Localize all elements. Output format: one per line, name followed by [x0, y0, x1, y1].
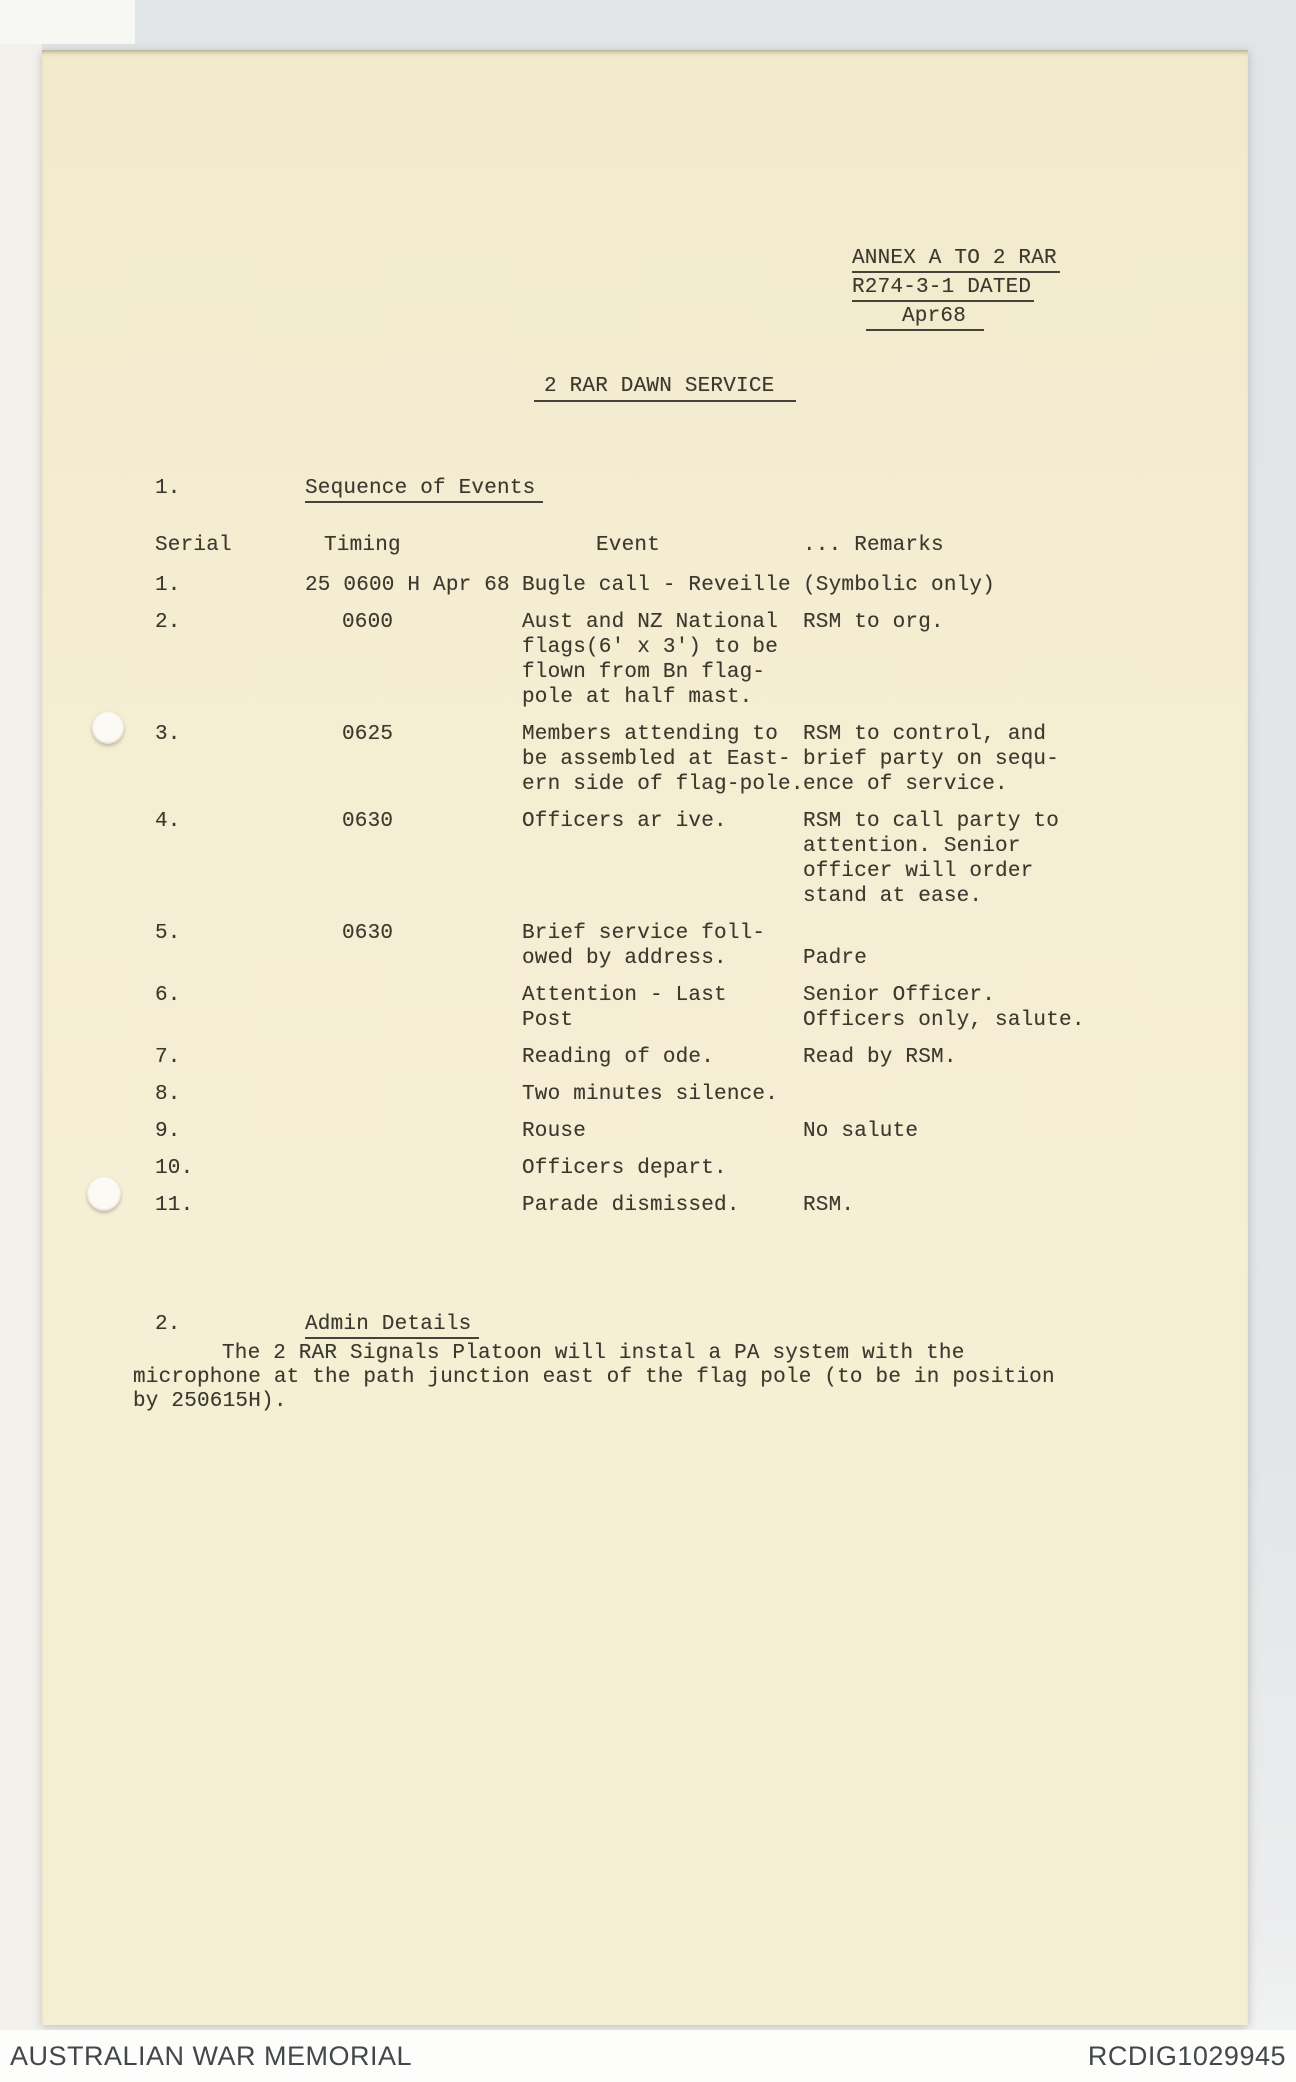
table-row [155, 1082, 1215, 1107]
timing-cell [305, 1045, 522, 1070]
remarks-cell [803, 1156, 1215, 1181]
remarks-cell: RSM to org. [803, 611, 944, 634]
timing-cell [305, 1156, 522, 1181]
scan-background-corner [0, 0, 135, 44]
event-cell: Two minutes silence. [522, 1083, 779, 1106]
table-row [155, 573, 1215, 598]
event-cell: Officers depart. [522, 1157, 727, 1180]
serial-cell: 7. [155, 1046, 181, 1069]
remarks-cell: (Symbolic only) [803, 574, 996, 597]
table-row [155, 809, 1215, 909]
archive-name-label: AUSTRALIAN WAR MEMORIAL [10, 2040, 413, 2071]
event-cell: Aust and NZ National flags(6' x 3') to be flown from Bn flag- pole at half mast. [522, 611, 779, 709]
serial-cell: 2. [155, 611, 181, 634]
table-header-row [155, 533, 1215, 558]
remarks-cell: RSM to control, and brief party on sequ- ence of service. [803, 723, 1060, 796]
timing-cell: 0625 [342, 723, 394, 746]
event-cell: Members attending to be assembled at East- ern side of flag-pole. [522, 723, 804, 796]
events-table [155, 533, 1215, 1230]
remarks-cell: RSM. [803, 1194, 855, 1217]
timing-cell [305, 1082, 522, 1107]
event-cell: Rouse [522, 1120, 587, 1143]
hole-punch-top [92, 712, 124, 744]
annex-line-2: R274-3-1 DATED [852, 273, 1060, 302]
event-cell: Parade dismissed. [522, 1194, 740, 1217]
record-id-label: RCDIG1029945 [1087, 2040, 1286, 2071]
timing-cell: 0630 [342, 922, 394, 945]
serial-cell: 1. [155, 574, 181, 597]
timing-cell: 0630 [342, 810, 394, 833]
table-row [155, 722, 1215, 797]
section-2-heading-row [155, 1313, 479, 1339]
serial-cell: 5. [155, 922, 181, 945]
serial-cell: 6. [155, 984, 181, 1007]
table-row [155, 983, 1215, 1033]
serial-cell: 4. [155, 810, 181, 833]
table-row [155, 1045, 1215, 1070]
timing-cell [305, 1193, 522, 1218]
header-remarks: ... Remarks [803, 534, 944, 557]
remarks-cell [803, 1082, 1215, 1107]
events-table-rows [155, 573, 1215, 1218]
footer-bar [0, 2030, 1296, 2082]
header-timing: Timing [324, 534, 401, 557]
timing-cell [305, 1119, 522, 1144]
hole-punch-bottom [87, 1177, 121, 1211]
serial-cell: 10. [155, 1157, 194, 1180]
document-page [42, 50, 1248, 2025]
table-row [155, 1119, 1215, 1144]
timing-cell: 0600 [342, 611, 394, 634]
event-cell: Brief service foll- owed by address. [522, 922, 766, 970]
table-row [155, 1156, 1215, 1181]
event-cell: Attention - Last Post [522, 984, 727, 1032]
header-event: Event [596, 534, 661, 557]
timing-cell [305, 983, 522, 1033]
remarks-cell: Senior Officer. Officers only, salute. [803, 984, 1085, 1032]
serial-cell: 3. [155, 723, 181, 746]
remarks-cell: Padre [803, 947, 868, 970]
serial-cell: 11. [155, 1194, 194, 1217]
remarks-cell: RSM to call party to attention. Senior officer will order stand at ease. [803, 810, 1060, 908]
section-1-number: 1. [155, 477, 181, 500]
admin-paragraph: The 2 RAR Signals Platoon will instal a PA system with the microphone at the path junction east of the flag pole (to be in position by 250615H). [133, 1342, 1055, 1413]
page-title: 2 RAR DAWN SERVICE [534, 375, 796, 402]
table-row [155, 921, 1215, 971]
section-2-heading: Admin Details [305, 1313, 479, 1339]
section-1-heading-row [155, 477, 543, 503]
header-serial: Serial [155, 534, 232, 557]
event-cell: Bugle call - Reveille [522, 574, 791, 597]
table-row [155, 1193, 1215, 1218]
scan-background-strip [0, 44, 42, 2030]
annex-header [852, 244, 1060, 331]
section-2-number: 2. [155, 1313, 181, 1336]
section-1-heading: Sequence of Events [305, 477, 543, 503]
event-cell: Reading of ode. [522, 1046, 715, 1069]
serial-cell: 9. [155, 1120, 181, 1143]
serial-cell: 8. [155, 1083, 181, 1106]
annex-line-1: ANNEX A TO 2 RAR [852, 244, 1060, 273]
event-cell: Officers ar ive. [522, 810, 727, 833]
annex-line-3: Apr68 [866, 302, 1060, 331]
timing-cell: 25 0600 H Apr 68 [305, 574, 510, 597]
remarks-cell: Read by RSM. [803, 1046, 957, 1069]
remarks-cell: No salute [803, 1120, 919, 1143]
table-row [155, 610, 1215, 710]
